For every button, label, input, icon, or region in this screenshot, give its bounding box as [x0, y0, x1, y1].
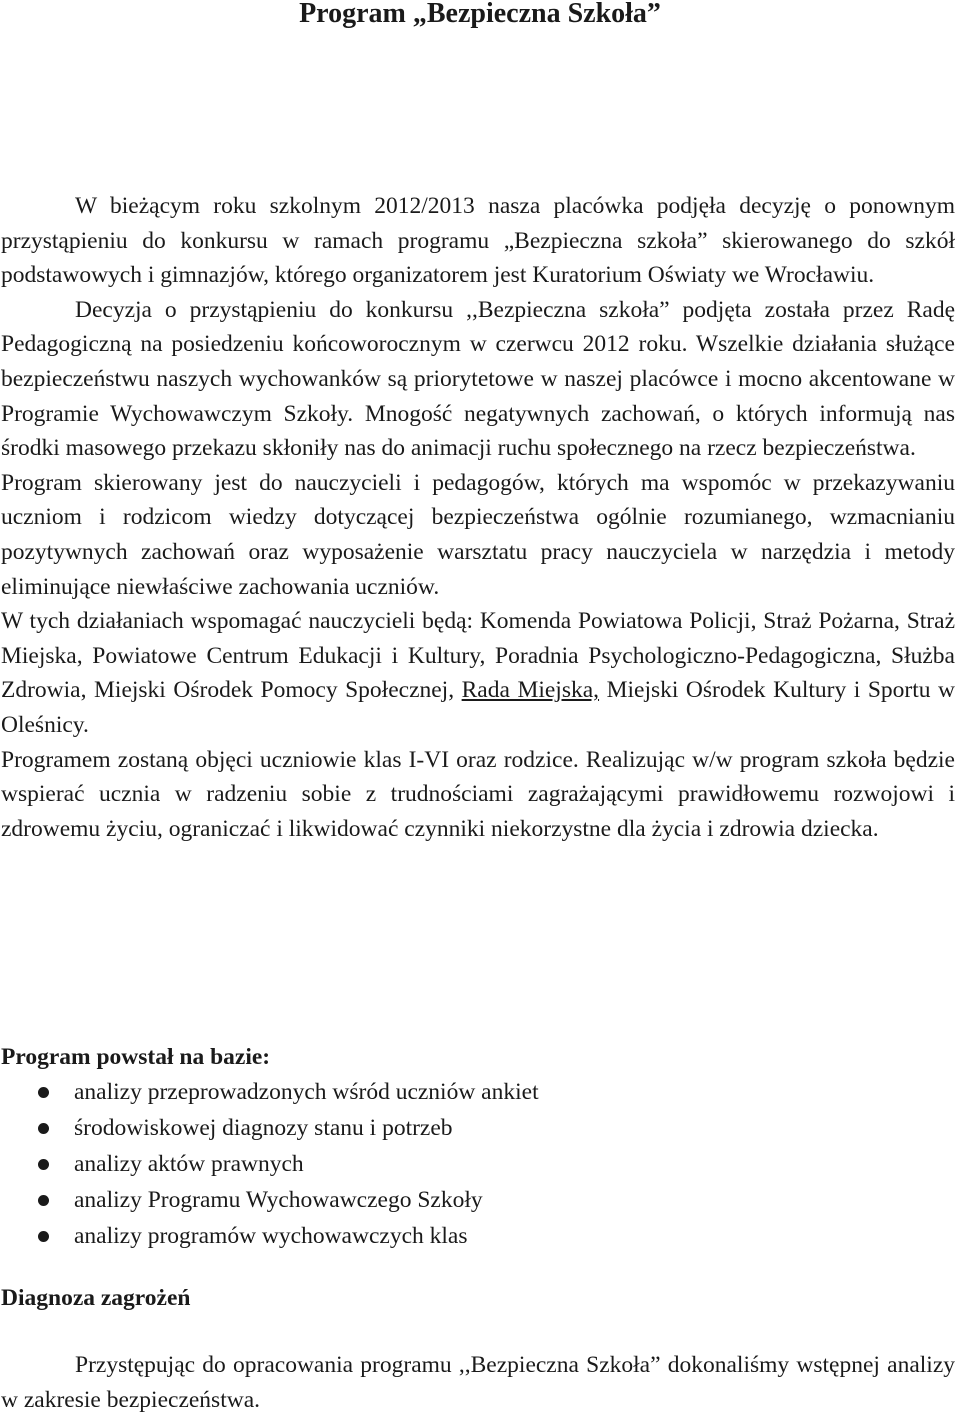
basis-list	[0, 1074, 954, 1254]
diagnosis-section	[1, 1348, 955, 1417]
bullet-icon	[38, 1123, 49, 1134]
list-item	[0, 1146, 954, 1182]
diagnosis-heading: Diagnoza zagrożeń	[1, 1285, 191, 1311]
rada-miejska-link[interactable]: Rada Miejska,	[461, 677, 600, 704]
list-item-text: analizy przeprowadzonych wśród uczniów ankiet	[74, 1079, 539, 1105]
list-item	[0, 1182, 954, 1218]
list-item-text: analizy aktów prawnych	[74, 1151, 304, 1177]
bullet-icon	[38, 1087, 49, 1098]
paragraph-partners	[1, 604, 955, 742]
bullet-icon	[38, 1159, 49, 1170]
bullet-icon	[38, 1231, 49, 1242]
list-item-text: analizy Programu Wychowawczego Szkoły	[74, 1187, 483, 1213]
list-item-text: środowiskowej diagnozy stanu i potrzeb	[74, 1115, 453, 1141]
paragraph-decision: Decyzja o przystąpieniu do konkursu ,,Bezpieczna szkoła” podjęta została przez Radę Pedagogiczną na posiedzeniu końcoworocznym w czerwcu 2012 roku. Wszelkie działania służące bezpieczeństwu naszych wychowanków są priorytetowe w naszej placówce i mocno akcentowane w Programie Wychowawczym Szkoły. Mnogość negatywnych zachowań, o których informują nas środki masowego przekazu skłoniły nas do animacji ruchu społecznego na rzecz bezpieczeństwa.	[1, 296, 955, 462]
partners-text-after: Miejski Ośrodek Kultury i Sportu w Oleśnicy.	[1, 677, 955, 738]
intro-section	[1, 189, 955, 846]
partners-text-before: W tych działaniach wspomagać nauczycieli będą: Komenda Powiatowa Policji, Straż Pożarna, Straż Miejska, Powiatowe Centrum Edukacji i Kultury, Poradnia Psychologiczno-Pedagogiczna, Służba Zdrowia, Miejski Ośrodek Pomocy Społecznej,	[1, 608, 955, 704]
paragraph-intro: W bieżącym roku szkolnym 2012/2013 nasza placówka podjęła decyzję o ponownym przystąpieniu do konkursu w ramach programu „Bezpieczna szkoła” skierowanego do szkół podstawowych i gimnazjów, którego organizatorem jest Kuratorium Oświaty we Wrocławiu.	[1, 193, 955, 289]
list-item	[0, 1110, 954, 1146]
bullet-icon	[38, 1195, 49, 1206]
list-item-text: analizy programów wychowawczych klas	[74, 1223, 468, 1249]
paragraph-diagnosis: Przystępując do opracowania programu ,,Bezpieczna Szkoła” dokonaliśmy wstępnej analizy w zakresie bezpieczeństwa.	[1, 1352, 955, 1413]
basis-heading: Program powstał na bazie:	[1, 1044, 271, 1070]
list-item	[0, 1074, 954, 1110]
paragraph-participants: Programem zostaną objęci uczniowie klas I-VI oraz rodzice. Realizując w/w program szkoła będzie wspierać ucznia w radzeniu sobie z trudnościami zagrażającymi prawidłowemu rozwojowi i zdrowemu życiu, ograniczać i likwidować czynniki niekorzystne dla życia i zdrowia dziecka.	[1, 746, 955, 842]
paragraph-program-target: Program skierowany jest do nauczycieli i pedagogów, których ma wspomóc w przekazywaniu uczniom i rodzicom wiedzy dotyczącej bezpieczeństwa ogólnie rozumianego, wzmacnianiu pozytywnych zachowań oraz wyposażenie warsztatu pracy nauczyciela w narzędzia i metody eliminujące niewłaściwe zachowania uczniów.	[1, 469, 955, 600]
document-title: Program „Bezpieczna Szkoła”	[299, 0, 661, 29]
list-item	[0, 1218, 954, 1254]
